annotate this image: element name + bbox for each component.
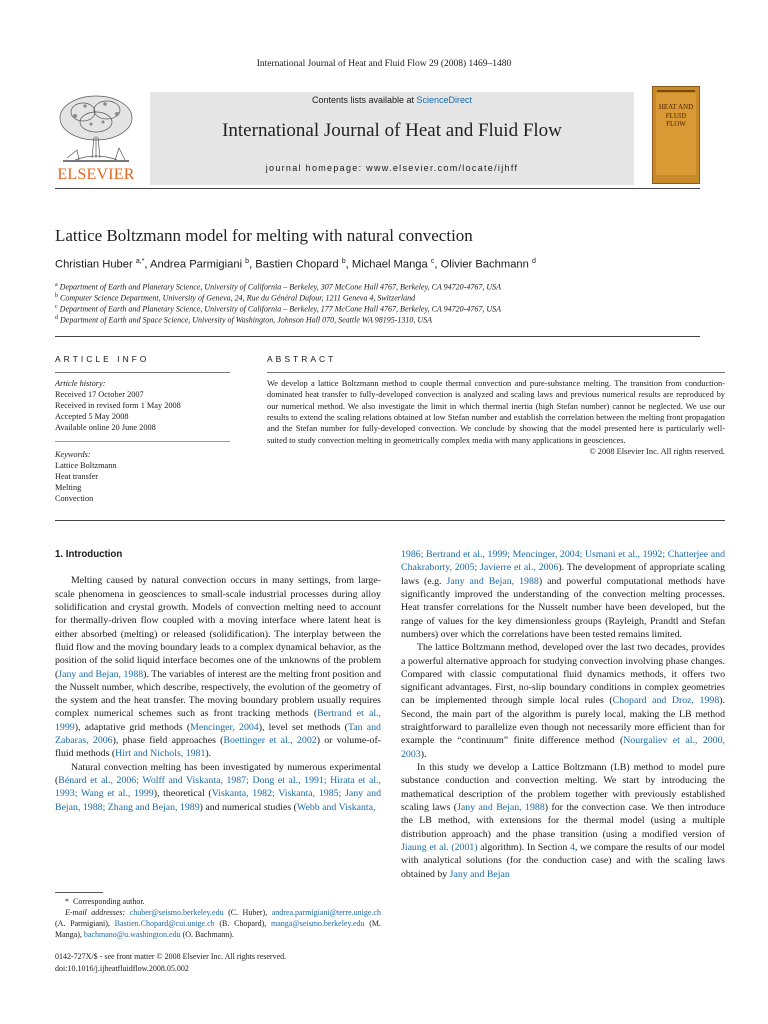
text: ) for the convection case. We then introduce the LB method, with extensions for the thermal model (using a multiple distribution approach) and the phase transition (using a modified version of xyxy=(401,801,725,840)
email-owner: (C. Huber), xyxy=(223,908,272,917)
article-info-heading: ARTICLE INFO xyxy=(55,354,150,364)
affiliation-text: Department of Earth and Space Science, University of Washington, Johnson Hall 070, Seattle WA 98195-1310, USA xyxy=(60,315,433,325)
elsevier-logo xyxy=(55,92,137,184)
reference-link[interactable]: Jany and Bejan, 1988 xyxy=(58,668,144,680)
front-matter-notes xyxy=(55,951,286,974)
affiliation xyxy=(55,304,501,314)
sciencedirect-link[interactable]: ScienceDirect xyxy=(416,95,473,105)
reference-link[interactable]: Tan and Zabaras, 2006 xyxy=(55,721,381,747)
footnote-rule xyxy=(55,892,103,893)
author-affiliation-marker: b xyxy=(245,258,250,265)
paragraph xyxy=(55,574,381,760)
right-column xyxy=(401,548,725,881)
text: ), phase field approaches ( xyxy=(112,735,224,747)
history-item: Available online 20 June 2008 xyxy=(55,423,156,432)
text: ), level set methods ( xyxy=(258,721,348,733)
text: ). xyxy=(420,748,427,760)
author-name: Bastien Chopard xyxy=(255,258,339,271)
text: ). The development of appropriate scaling laws (e.g. xyxy=(401,562,725,587)
corresponding-author-note xyxy=(55,896,381,907)
abstract-bottom-rule xyxy=(55,520,725,521)
paragraph xyxy=(401,761,725,881)
affiliation-text: Computer Science Department, University of Geneva, 24, Rue du Général Dufour, 1211 Geneva 4, Switzerland xyxy=(60,293,416,303)
author-name: Christian Huber xyxy=(55,258,133,271)
reference-link[interactable]: Jany and Bejan, 1988 xyxy=(446,575,539,587)
reference-link[interactable]: Hirt and Nichols, 1981 xyxy=(115,748,206,760)
keyword: Heat transfer xyxy=(55,472,99,481)
text: ). xyxy=(205,748,212,760)
affiliation-marker: c xyxy=(55,304,58,310)
section-link[interactable]: 4 xyxy=(569,841,575,853)
author-name: Andrea Parmigiani xyxy=(150,258,243,271)
affiliation-marker: b xyxy=(55,293,58,299)
keywords-rule xyxy=(55,441,230,442)
email-link[interactable]: bachmano@u.washington.edu xyxy=(83,930,181,939)
text: ). The variables of interest are the melting front position and the Nusselt number, which describe, respectively, the evolution of the geometry of the system and the heat transfer. The moving boundary problem usually requires complex numerical schemes such as front tracking methods ( xyxy=(55,668,381,720)
article-history xyxy=(55,378,235,433)
text: ), adaptative grid methods ( xyxy=(74,721,191,733)
journal-title: International Journal of Heat and Fluid Flow xyxy=(222,120,562,141)
left-column xyxy=(55,548,381,814)
text: ), theoretical ( xyxy=(153,788,212,800)
history-item: Accepted 5 May 2008 xyxy=(55,412,129,421)
reference-link[interactable]: Viskanta, 1982; Viskanta, 1985; Jany and Bejan, 1988; Zhang and Bejan, 1989 xyxy=(55,788,382,813)
issn-line: 0142-727X/$ - see front matter © 2008 Elsevier Inc. All rights reserved. xyxy=(55,952,287,961)
corresponding-author-label: Corresponding author. xyxy=(73,897,145,906)
text: ) and numerical studies ( xyxy=(199,801,297,813)
footnote xyxy=(55,896,381,940)
contents-line xyxy=(150,95,634,105)
email-owner: (M. Manga), xyxy=(55,919,381,939)
affiliation-text: Department of Earth and Planetary Science, University of California – Berkeley, 307 McCone Hall 4767, Berkeley, CA 94720-4767, USA xyxy=(59,282,501,292)
journal-citation: International Journal of Heat and Fluid Flow 29 (2008) 1469–1480 xyxy=(256,59,512,69)
reference-link[interactable]: 1986; Bertrand et al., 1999; Mencinger, 2004; Usmani et al., 1992; Chatterjee and Chakraborty, 2005; Javierre et al., 2006 xyxy=(401,549,725,574)
abstract-text: We develop a lattice Boltzmann method to couple thermal convection and pure-substance melting. The transition from conduction-dominated heat transfer to fully-developed convection is analyzed and scaling laws and previous numerical results are reproduced by our numerical method. We also investigate the limit in which thermal inertia (high Stefan number) cannot be neglected. We use our results to extend the scaling relations obtained at low Stefan number and establish the correlation between the melting front propagation and the Stefan number for fully-developed convection. We conclude by showing that the model presented here is particularly well-suited to study convection melting in geometrically complex media with many applications in geosciences. xyxy=(267,379,725,445)
cover-title-line2: FLUID FLOW xyxy=(665,111,687,128)
text: algorithm). In Section xyxy=(477,841,570,853)
text: ). Second, the main part of the algorithm is purely local, making the LB method straightforward to parallelize even though not necessarily more efficient than for example the “continuum” finite difference method ( xyxy=(401,695,725,747)
paragraph xyxy=(401,548,725,641)
reference-link[interactable]: Jany and Bejan xyxy=(449,868,510,880)
author-affiliation-marker: b xyxy=(341,258,346,265)
paper-title: Lattice Boltzmann model for melting with natural convection xyxy=(55,226,473,245)
text: The lattice Boltzmann method, developed over the last two decades, provides a powerful alternative approach for studying convection involving phase changes. Compared with classic computational fluid dynamics methods, it offers two significant advantages. First, no-slip boundary conditions in complex geometries can be implemented through simple local rules ( xyxy=(401,642,725,707)
email-link[interactable]: manga@seismo.berkeley.edu xyxy=(271,919,365,928)
abstract-rule xyxy=(267,372,725,373)
elsevier-tree-icon xyxy=(55,92,137,168)
text: Natural convection melting has been investigated by numerous experimental ( xyxy=(55,761,381,786)
journal-banner xyxy=(150,92,634,185)
text: ) or volume-of-fluid methods ( xyxy=(55,735,382,760)
affiliation-text: Department of Earth and Planetary Science, University of California – Berkeley, 177 McCone Hall 4767, Berkeley, CA 94720-4767, USA xyxy=(59,304,501,314)
history-item: Received 17 October 2007 xyxy=(55,390,144,399)
reference-link[interactable]: Jiaung et al. (2001) xyxy=(401,841,478,853)
history-item: Received in revised form 1 May 2008 xyxy=(55,401,181,410)
email-owner: (B. Chopard), xyxy=(214,919,272,928)
journal-cover-thumbnail xyxy=(652,86,700,184)
cover-stripe xyxy=(657,90,695,92)
journal-homepage-link[interactable]: journal homepage: www.elsevier.com/locate/ijhff xyxy=(265,163,519,173)
email-link[interactable]: andrea.parmigiani@terre.unige.ch xyxy=(271,908,382,917)
author-affiliation-marker: c xyxy=(430,258,435,265)
text: Melting caused by natural convection occurs in many settings, from large-scale phenomena in geosciences to small-scale industrial processes during alloy solidification and crystal growth. Models of convection melting need to account for thermally-driven flow coupled with a moving interface where latent heat is either absorbed (melting) or released (solidification). The interplay between the fluid flow and the moving boundary leads to a complex dynamical behavior, as the position of the solid liquid interface becomes one of the unknowns of the problem ( xyxy=(55,575,382,680)
reference-link[interactable]: Boettinger et al., 2002 xyxy=(223,735,317,747)
affiliation-marker: d xyxy=(55,315,58,321)
author-affiliation-marker: a,* xyxy=(135,258,145,265)
article-info-rule xyxy=(55,372,230,373)
abstract-copyright: © 2008 Elsevier Inc. All rights reserved. xyxy=(589,447,725,457)
keyword: Melting xyxy=(55,483,82,492)
contents-prefix: Contents lists available at xyxy=(311,95,417,105)
footnote-marker: * xyxy=(65,897,69,906)
reference-link[interactable]: Nourgaliev et al., 2000, 2003 xyxy=(401,735,725,760)
text: , we compare the results of our model with analytical solutions (for the conduction case) and with the scaling laws obtained by xyxy=(401,841,725,880)
history-label: Article history: xyxy=(55,379,106,388)
affiliation xyxy=(55,315,432,325)
abstract-heading: ABSTRACT xyxy=(267,354,337,364)
cover-panel xyxy=(656,93,696,175)
author-list: Christian Huber $^{a,*}$, Andrea Parmigiani $^b$, Bastien Chopard $^b$, Michael Manga $^c$, Olivier Bachmann $^d$ xyxy=(55,258,536,271)
email-label: E-mail addresses: xyxy=(65,908,126,917)
email-owner: (O. Bachmann). xyxy=(180,930,234,939)
paragraph xyxy=(55,761,381,814)
keyword: Convection xyxy=(55,494,94,503)
affiliation xyxy=(55,282,501,292)
reference-link[interactable]: Webb and Viskanta, xyxy=(296,801,376,813)
affiliation-marker: a xyxy=(55,282,58,288)
keywords-label: Keywords: xyxy=(55,450,91,459)
reference-link[interactable]: Chopard and Droz, 1998 xyxy=(612,695,720,707)
reference-link[interactable]: Mencinger, 2004 xyxy=(190,721,259,733)
header-rule xyxy=(55,188,700,189)
text: In this study we develop a Lattice Boltzmann (LB) method to model pure substance conduction and convection melting. We start by introducing the mathematical description of the problem together with previously established scaling laws ( xyxy=(401,762,725,813)
reference-link[interactable]: Bertrand et al., 1999 xyxy=(55,708,381,733)
cover-title xyxy=(656,103,696,129)
section-heading: 1. Introduction xyxy=(55,549,123,560)
email-addresses xyxy=(55,907,381,940)
reference-link[interactable]: Jany and Bejan, 1988 xyxy=(457,801,545,813)
author-affiliation-marker: d xyxy=(531,258,536,265)
keywords xyxy=(55,449,235,504)
author-name: Olivier Bachmann xyxy=(440,258,529,271)
keyword: Lattice Boltzmann xyxy=(55,461,117,470)
elsevier-wordmark: ELSEVIER xyxy=(57,166,135,183)
email-owner: (A. Parmigiani), xyxy=(55,919,115,928)
reference-link[interactable]: Bénard et al., 2006; Wolff and Viskanta, 1987; Dong et al., 1991; Hirata et al., 1993; Wang et al., 1999 xyxy=(55,775,381,800)
abstract-body xyxy=(267,378,725,457)
cover-title-line1: HEAT AND xyxy=(658,103,694,111)
email-link[interactable]: chuber@seismo.berkeley.edu xyxy=(129,908,224,917)
author-name: Michael Manga xyxy=(351,258,428,271)
paragraph xyxy=(401,641,725,761)
doi-line[interactable]: doi:10.1016/j.ijheatfluidflow.2008.05.002 xyxy=(55,963,189,973)
text: ) and powerful computational methods have significantly improved the understanding of the convection melting processes. Heat transfer correlations for the Nusselt number have been developed, but the range of values for the key dimensionless groups (Rayleigh, Prandtl and Stefan numbers) over which the correlations have been tested remains limited. xyxy=(401,575,725,640)
affiliation xyxy=(55,293,415,303)
email-link[interactable]: Bastien.Chopard@cui.unige.ch xyxy=(114,919,215,928)
title-block-rule xyxy=(55,336,700,337)
